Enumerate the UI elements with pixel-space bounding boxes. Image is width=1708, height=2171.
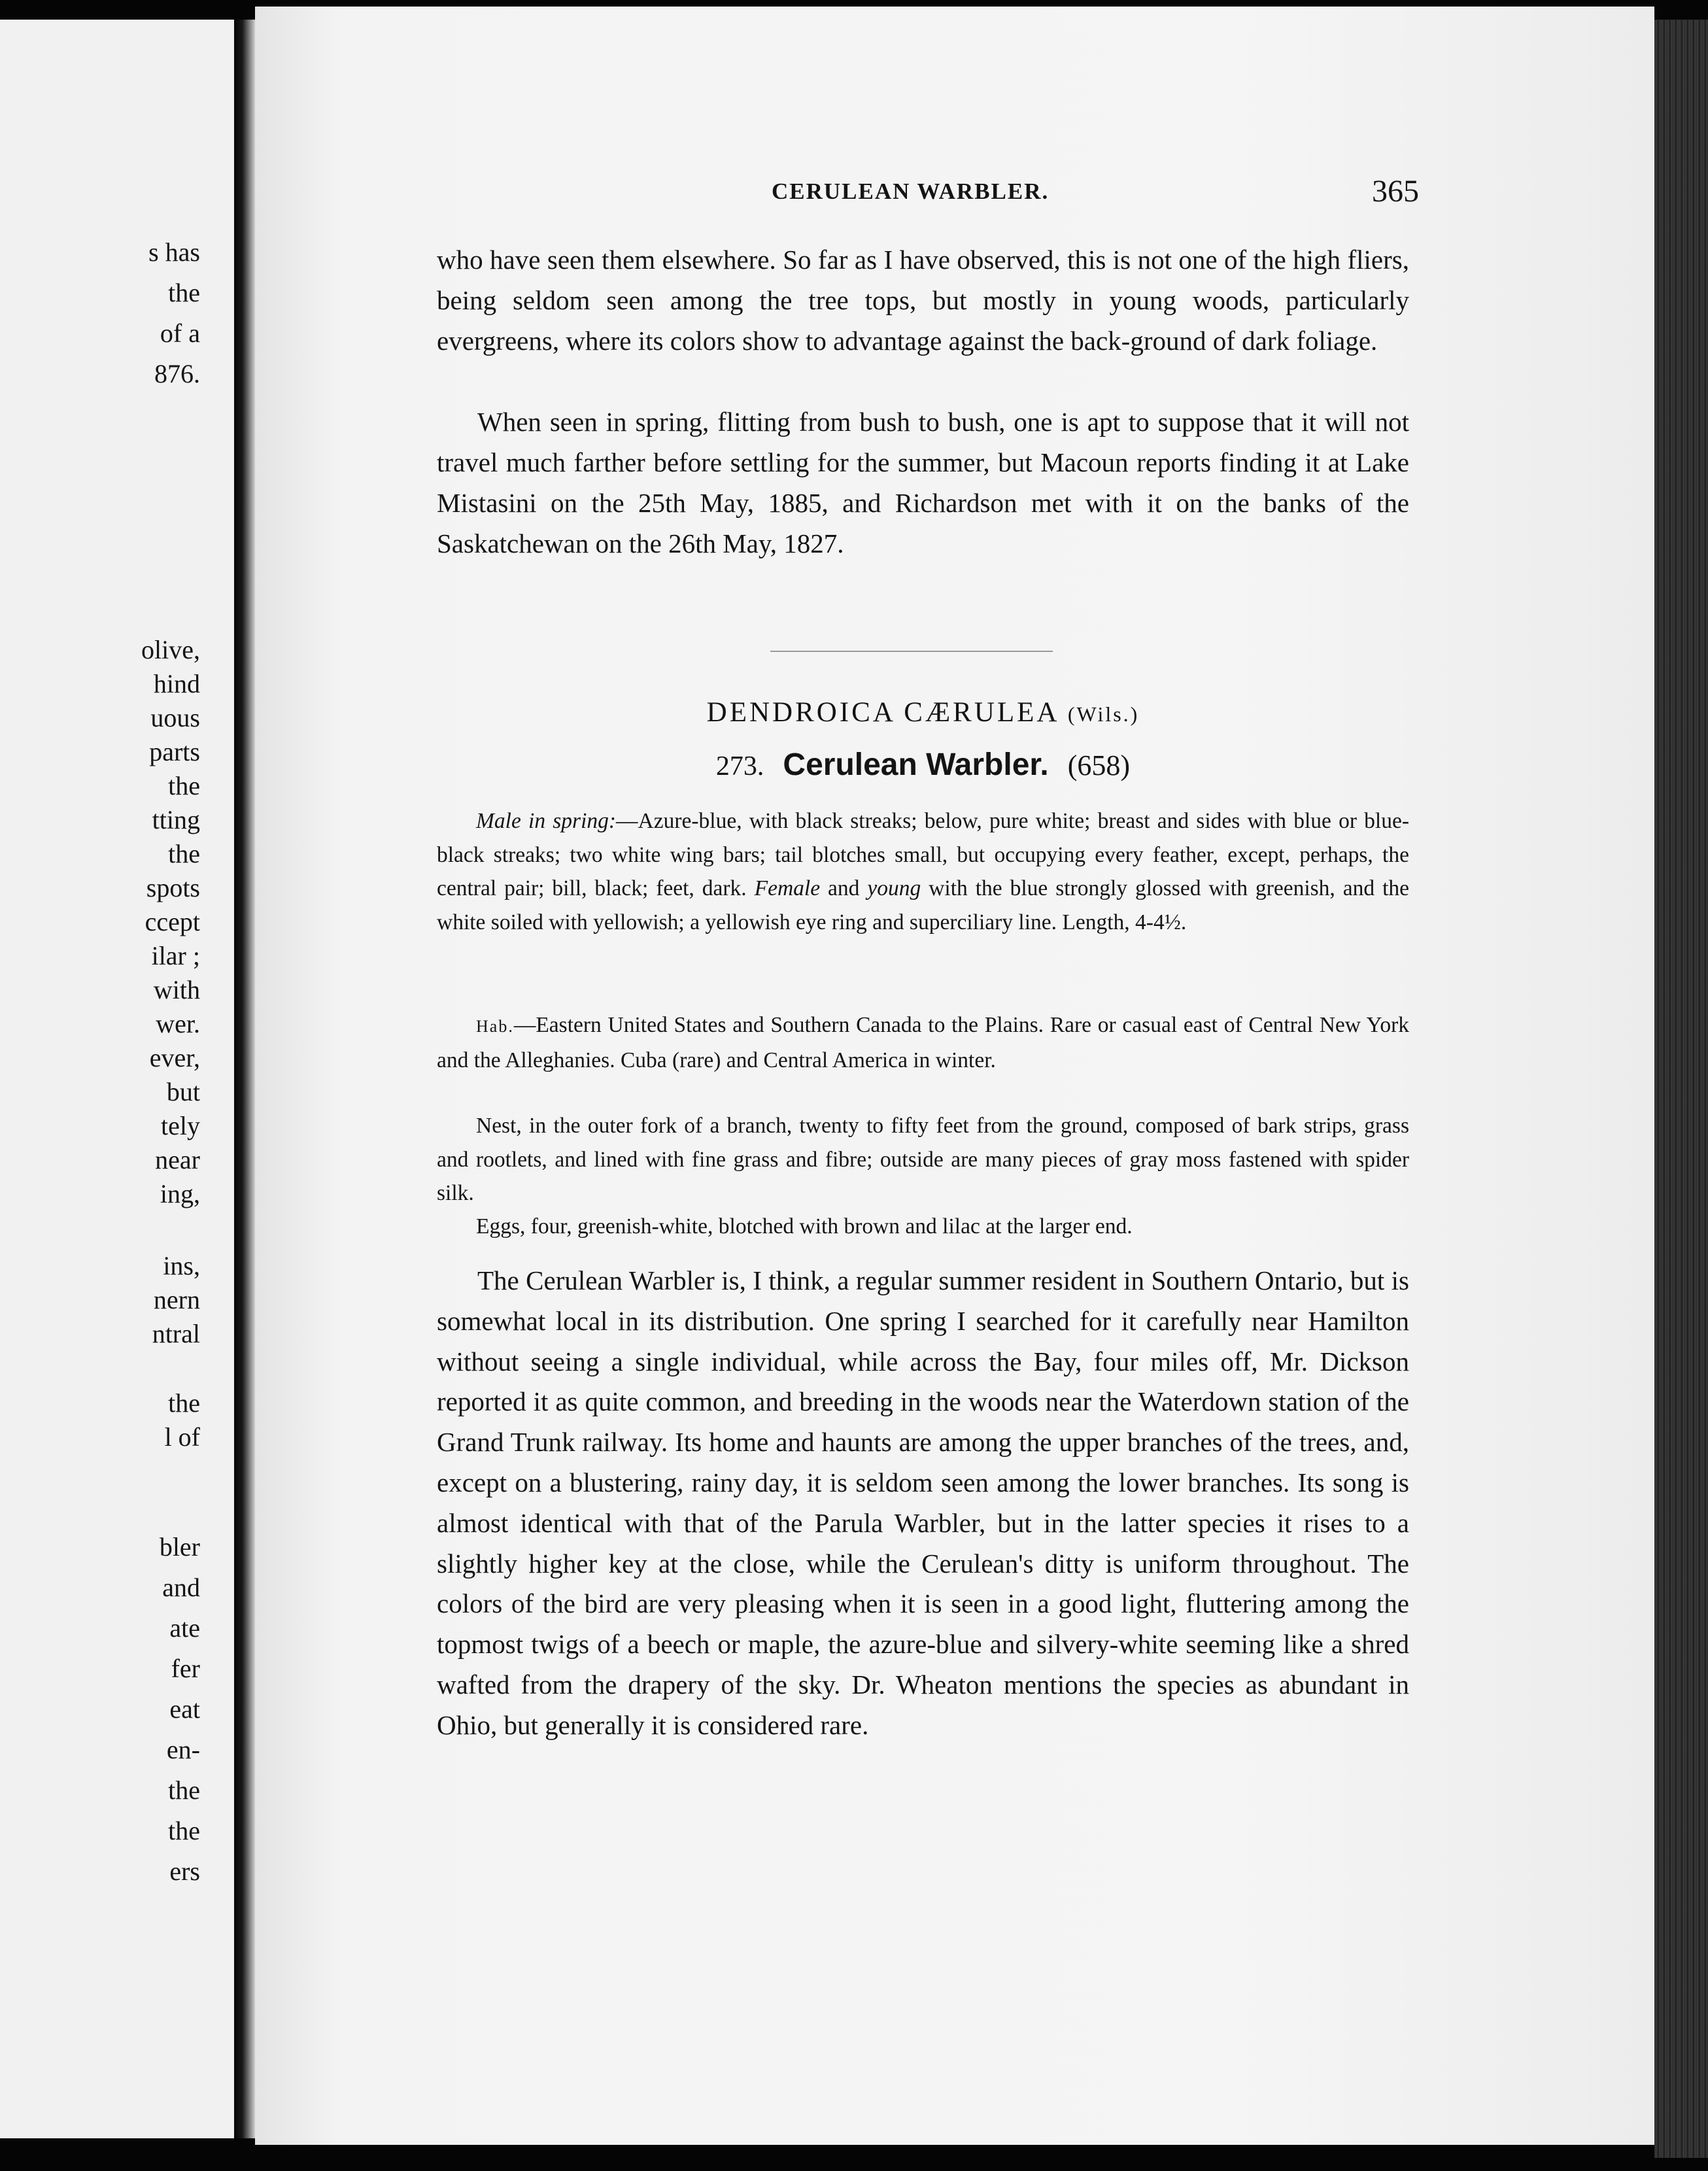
female-label: Female xyxy=(754,876,821,900)
left-page-fragment: s has xyxy=(148,237,200,267)
left-page-fragment: but xyxy=(166,1077,200,1106)
page-number: 365 xyxy=(1372,174,1419,209)
young-label: young xyxy=(867,876,921,900)
paragraph-spring: When seen in spring, flitting from bush to bush, one is apt to suppose that it will not travel much farther before settling for the summer, but Macoun reports finding it at Lake Mistasini on the 25th May, 1885, and Richardson met with it on the banks of the Saskatchewan on the 26th May, 1827. xyxy=(437,407,1409,558)
left-page-fragment: nern xyxy=(153,1285,200,1314)
running-header xyxy=(438,173,1419,213)
female-text: with the blue strongly glossed with greenish, and the white soiled with yellowish; a yellowish eye ring and superciliary line. Length, 4-4½. xyxy=(437,876,1409,934)
left-page-fragment: ers xyxy=(169,1856,200,1886)
species-common-name: Cerulean Warbler. xyxy=(783,747,1049,782)
left-page-fragment: ilar ; xyxy=(151,941,200,970)
left-page-fragment: ever, xyxy=(149,1043,200,1072)
aou-number: (658) xyxy=(1067,749,1131,781)
left-page-fragment: the xyxy=(168,1775,200,1805)
left-page-fragment: tely xyxy=(161,1111,200,1140)
running-title: CERULEAN WARBLER. xyxy=(772,179,1050,204)
left-page-fragment: and xyxy=(162,1573,200,1602)
species-heading xyxy=(437,747,1409,783)
species-number: 273. xyxy=(715,751,764,781)
left-page-fragment: ccept xyxy=(145,907,200,936)
section-divider xyxy=(770,651,1053,652)
male-label: Male in spring: xyxy=(476,809,617,833)
left-page-fragment: 876. xyxy=(154,359,200,388)
description-nest: Nest, in the outer fork of a branch, twenty to fifty feet from the ground, composed of bark strips, grass and rootlets, and lined with fine grass and fibre; outside are many pieces of gray moss fastened with spider silk. xyxy=(437,1114,1409,1205)
left-page-fragment: the xyxy=(168,839,200,868)
left-page-fragment: ins, xyxy=(163,1251,200,1280)
left-page-fragment: parts xyxy=(149,737,200,766)
left-page-fragment: hind xyxy=(153,669,200,698)
left-page-sliver xyxy=(0,20,234,2138)
description-eggs: Eggs, four, greenish-white, blotched with brown and lilac at the larger end. xyxy=(476,1214,1133,1239)
left-page-fragment: the xyxy=(168,1816,200,1845)
left-page-fragment: with xyxy=(153,975,200,1004)
left-page-fragment: uous xyxy=(150,703,200,732)
species-latin-heading xyxy=(437,696,1409,728)
species-authority: (Wils.) xyxy=(1067,702,1140,726)
left-page-fragment: l of xyxy=(164,1422,200,1452)
left-page-fragment: en- xyxy=(166,1735,200,1764)
description-habitat xyxy=(437,1008,1409,1077)
book-gutter xyxy=(234,20,255,2138)
left-page-fragment: the xyxy=(168,771,200,800)
left-page-fragment: spots xyxy=(146,873,200,902)
hab-text: —Eastern United States and Southern Canada to the Plains. Rare or casual east of Central New York and the Alleghanies. Cuba (rare) and Central America in winter. xyxy=(437,1013,1409,1072)
left-page-fragment: eat xyxy=(169,1694,200,1724)
species-latin-name: DENDROICA CÆRULEA xyxy=(706,697,1059,728)
paragraph-main: The Cerulean Warbler is, I think, a regular summer resident in Southern Ontario, but is somewhat local in its distribution. One spring I searched for it carefully near Hamilton without seeing a single individual, while across the Bay, four miles off, Mr. Dickson reported it as quite common, and breeding in the woods near the Waterdown station of the Grand Trunk railway. Its home and haunts are among the upper branches of the trees, and, except on a blustering, rainy day, it is seldom seen among the lower branches. Its song is almost identical with that of the Parula Warbler, but in the latter species it rises to a slightly higher key at the close, while the Cerulean's ditty is uniform throughout. The colors of the bird are very pleasing when it is seen in a good light, fluttering among the topmost twigs of a beech or maple, the azure-blue and silvery-white seeming like a shred wafted from the drapery of the sky. Dr. Wheaton mentions the species as abundant in Ohio, but generally it is considered rare. xyxy=(437,1265,1409,1740)
left-page-fragment: wer. xyxy=(156,1009,200,1038)
left-page-fragment: ntral xyxy=(152,1319,200,1348)
description-male xyxy=(437,804,1409,939)
male-text: —Azure-blue, with black streaks; below, pure white; breast and sides with blue or blue-black streaks; two white wing bars; tail blotches small, but occupying every feather, except, perhaps, the central pair; bill, black; feet, dark. xyxy=(437,809,1409,900)
page-edge-stack xyxy=(1654,20,1708,2158)
left-page-fragment: the xyxy=(168,1388,200,1418)
hab-label: Hab. xyxy=(476,1017,514,1036)
left-page-fragment: of a xyxy=(160,318,200,348)
left-page-fragment: fer xyxy=(171,1654,200,1683)
left-page-fragment: bler xyxy=(159,1532,200,1562)
and-word: and xyxy=(828,876,860,900)
left-page-fragment: tting xyxy=(152,805,200,834)
left-page-fragment: olive, xyxy=(141,635,200,664)
left-page-fragment: near xyxy=(155,1145,200,1174)
left-page-fragment: ing, xyxy=(160,1179,200,1208)
paragraph-continued: who have seen them elsewhere. So far as I have observed, this is not one of the high fliers, being seldom seen among the tree tops, but mostly in young woods, particularly evergreens, where its colors show to advantage against the back-ground of dark foliage. xyxy=(437,245,1409,356)
left-page-fragment: the xyxy=(168,278,200,307)
left-page-fragment: ate xyxy=(169,1613,200,1643)
